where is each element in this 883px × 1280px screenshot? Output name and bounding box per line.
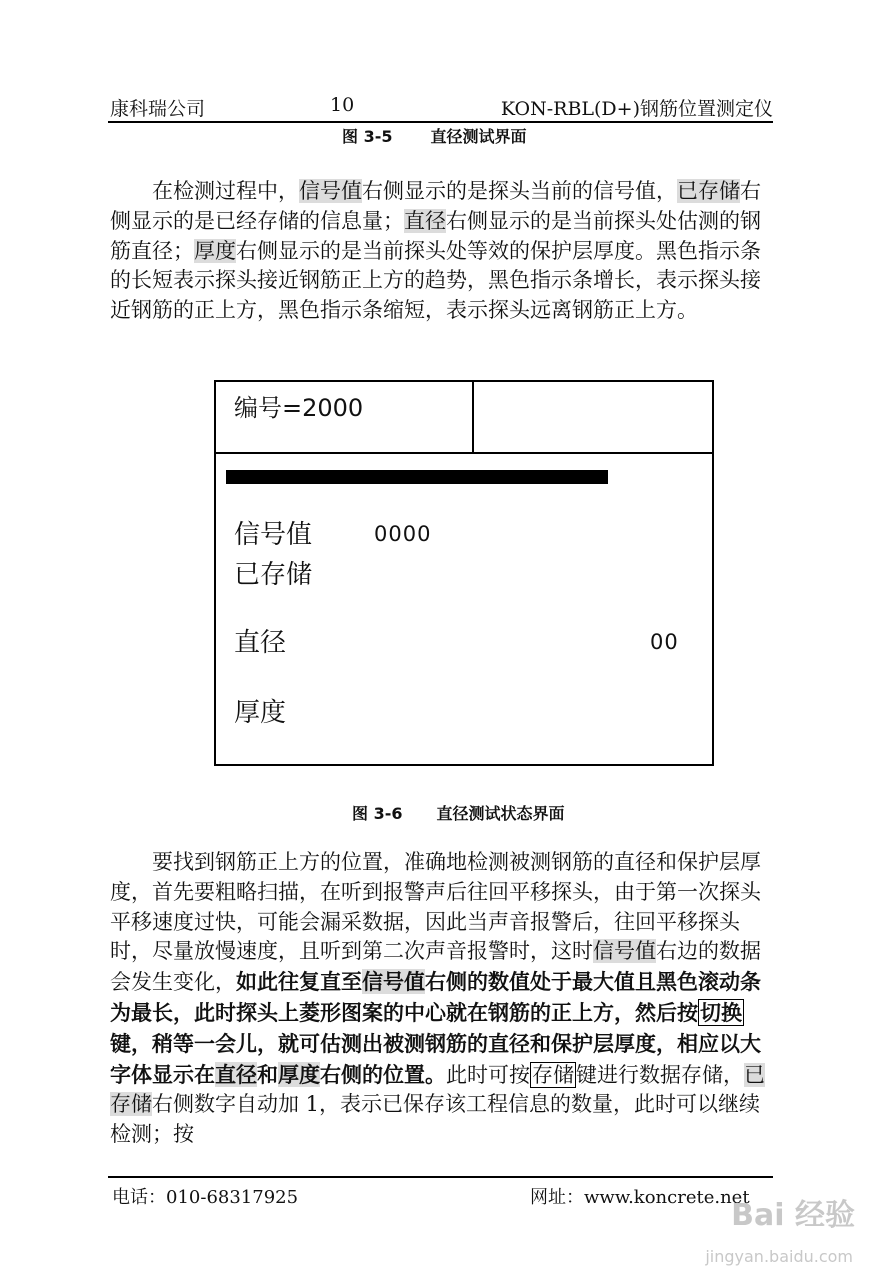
bold-text: 键，稍等一会儿，就可估测出被测钢筋的直径和保护层厚度，相应以大字体显示在 <box>110 1030 761 1087</box>
highlight-term: 已存储 <box>677 179 740 203</box>
text: 右边的数据会发生变化， <box>110 939 761 995</box>
figure-title: 直径测试状态界面 <box>436 804 565 823</box>
header-product: KON-RBL(D+)钢筋位置测定仪 <box>500 98 773 120</box>
header-company: 康科瑞公司 <box>110 98 206 120</box>
text: 右侧显示的是探头当前的信号值， <box>362 179 677 203</box>
text: 右侧显示的是当前探头处等效的保护层厚度。黑色指示条的长短表示探头接近钢筋正上方的趋势，黑色指示条增长，表示探头接近钢筋的正上方，黑色指示条缩短，表示探头远离钢筋正上方。 <box>110 238 761 323</box>
text: 键进行数据存储， <box>576 1062 744 1087</box>
figure-3-6-caption <box>352 801 565 824</box>
figure-number: 图 3-5 <box>342 127 393 146</box>
paragraph-1 <box>110 177 774 326</box>
highlight-term: 直径 <box>215 1061 257 1087</box>
highlight-term: 厚度 <box>278 1061 320 1087</box>
text: 右侧显示的是已经存储的信息量； <box>110 179 761 233</box>
text: 右侧数字自动加 1，表示已保存该工程信息的数量，此时可以继续检测；按 <box>110 1092 761 1147</box>
figure-3-5-caption <box>342 124 527 147</box>
figure-number: 图 3-6 <box>352 804 403 823</box>
thickness-label: 厚度 <box>234 698 287 728</box>
signal-indicator-bar <box>226 470 608 484</box>
header-rule <box>108 121 773 123</box>
figure-title: 直径测试界面 <box>430 127 527 146</box>
diameter-value: 00 <box>650 630 679 654</box>
number-label: 编号=2000 <box>234 394 364 422</box>
highlight-term: 信号值 <box>299 179 362 203</box>
watermark-url: jingyan.baidu.com <box>705 1247 853 1266</box>
indicator-track <box>226 470 716 484</box>
bold-text: 如此往复直至 <box>236 969 362 995</box>
text: 此时可按 <box>446 1062 530 1087</box>
bold-text: 右侧的位置。 <box>320 1061 446 1087</box>
footer-phone: 电话：010-68317925 <box>112 1187 299 1208</box>
signal-label: 信号值 <box>234 520 313 550</box>
header-page-number: 10 <box>330 94 355 116</box>
text: 要找到钢筋正上方的位置，准确地检测被测钢筋的直径和保护层厚度，首先要粗略扫描，在听到报警声后往回平移探头，由于第一次探头平移速度过快，可能会漏采数据，因此当声音报警后，往回平移探头时，尽量放慢速度，且听到第二次声音报警时，这时 <box>110 850 761 964</box>
footer-website: 网址：www.koncrete.net <box>530 1187 750 1208</box>
stored-label: 已存储 <box>234 560 313 590</box>
highlight-term: 信号值 <box>362 969 425 995</box>
highlight-term: 信号值 <box>593 939 656 964</box>
signal-value: 0000 <box>374 522 432 546</box>
paragraph-2 <box>110 848 774 1150</box>
highlight-term: 已存储 <box>110 1062 765 1117</box>
text: 右侧显示的是当前探头处估测的钢筋直径； <box>110 208 761 263</box>
store-key: 存储 <box>532 1062 574 1087</box>
screen-divider-horizontal <box>216 452 712 454</box>
bold-text: 右侧的数值处于最大值且黑色滚动条为最长，此时探头上菱形图案的中心就在钢筋的正上方，然后按 <box>110 969 761 1025</box>
device-screen <box>214 380 714 766</box>
screen-divider-vertical <box>472 382 474 452</box>
watermark-brand: Bai 经验 <box>731 1198 855 1233</box>
diameter-label: 直径 <box>234 628 287 658</box>
highlight-term: 厚度 <box>194 238 236 263</box>
footer-rule <box>108 1176 773 1178</box>
switch-key: 切换 <box>700 999 742 1025</box>
bold-text: 和 <box>257 1061 278 1087</box>
text: 在检测过程中， <box>152 179 299 203</box>
highlight-term: 直径 <box>404 208 446 233</box>
